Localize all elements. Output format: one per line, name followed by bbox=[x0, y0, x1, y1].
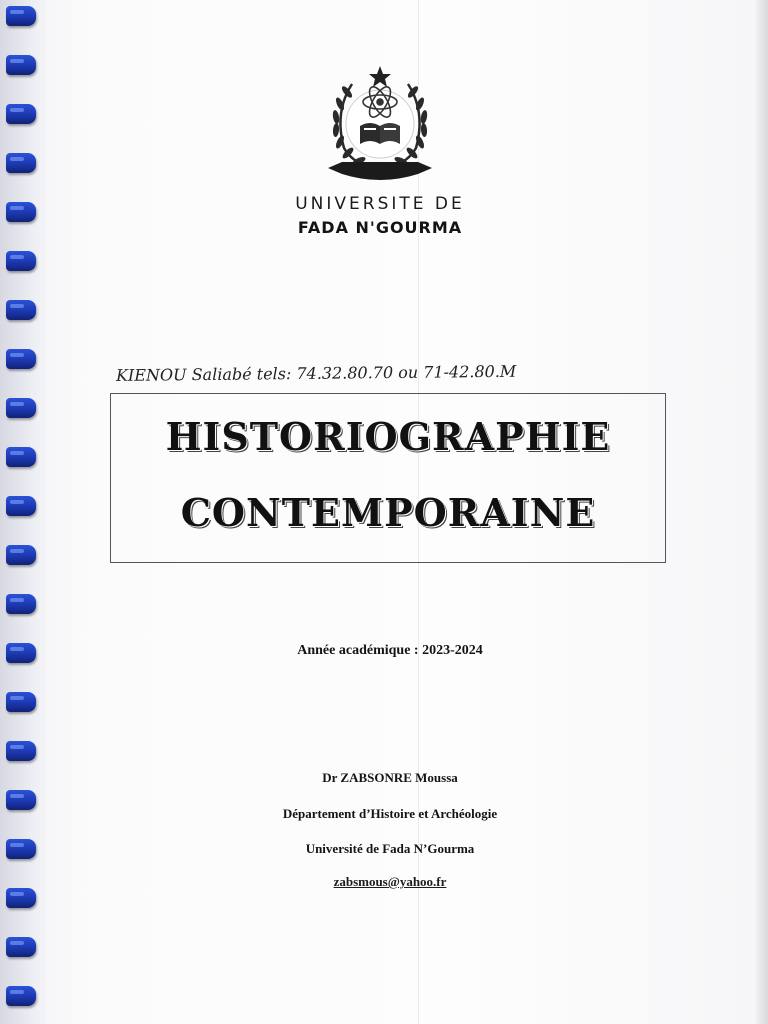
binding-coil bbox=[6, 496, 36, 516]
binding-coil bbox=[6, 300, 36, 320]
open-book-icon bbox=[360, 123, 400, 144]
binding-coil bbox=[6, 153, 36, 173]
university-name-line-1: UNIVERSITE DE bbox=[295, 194, 465, 214]
spiral-binding bbox=[0, 0, 46, 1024]
binding-coil bbox=[6, 790, 36, 810]
university-crest-icon bbox=[322, 62, 438, 188]
binding-coil bbox=[6, 937, 36, 957]
binding-coil bbox=[6, 202, 36, 222]
author-university: Université de Fada N’Gourma bbox=[305, 841, 475, 856]
binding-coil bbox=[6, 741, 36, 761]
binding-coil bbox=[6, 986, 36, 1006]
binding-coil bbox=[6, 104, 36, 124]
binding-coil bbox=[6, 594, 36, 614]
binding-coil bbox=[6, 251, 36, 271]
handwritten-note: KIENOU Saliabé tels: 74.32.80.70 ou 71-42.80.M bbox=[115, 361, 517, 385]
binding-coil bbox=[6, 447, 36, 467]
university-name-line-2: FADA N'GOURMA bbox=[297, 218, 463, 237]
binding-coil bbox=[6, 692, 36, 712]
author-department: Département d’Histoire et Archéologie bbox=[282, 806, 498, 821]
document-title-line-2: CONTEMPORAINE bbox=[180, 490, 596, 535]
binding-coil bbox=[6, 643, 36, 663]
author-email-link[interactable]: zabsmous@yahoo.fr bbox=[333, 874, 447, 889]
title-frame bbox=[110, 393, 666, 563]
binding-coil bbox=[6, 349, 36, 369]
binding-coil bbox=[6, 6, 36, 26]
document-title-line-1: HISTORIOGRAPHIE bbox=[165, 414, 611, 459]
academic-year: Année académique : 2023-2024 bbox=[297, 643, 483, 658]
author-name: Dr ZABSONRE Moussa bbox=[322, 770, 458, 785]
binding-coil bbox=[6, 888, 36, 908]
binding-coil bbox=[6, 545, 36, 565]
page-edge-shadow bbox=[754, 0, 768, 1024]
binding-coil bbox=[6, 55, 36, 75]
binding-coil bbox=[6, 398, 36, 418]
binding-coil bbox=[6, 839, 36, 859]
crest-ribbon-icon bbox=[328, 162, 432, 180]
crest-star-icon bbox=[369, 66, 391, 87]
